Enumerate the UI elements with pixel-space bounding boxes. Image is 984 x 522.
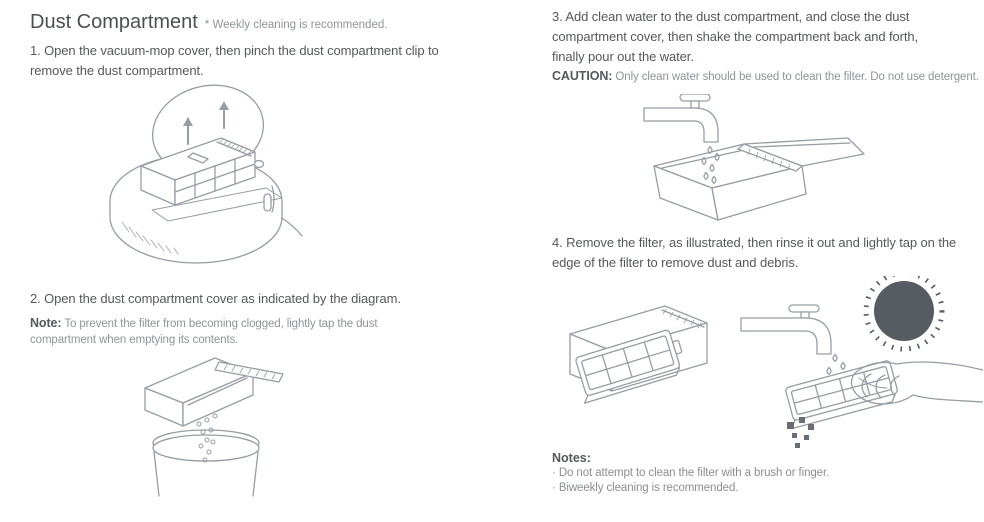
- compartment-with-filter-shape: [570, 306, 707, 403]
- illustration-rinse-compartment: [616, 94, 884, 234]
- step-1-text: 1. Open the vacuum-mop cover, then pinch the dust compartment clip to remove the dust compartment.: [30, 43, 439, 78]
- filter-shape: [781, 360, 900, 429]
- illustration-remove-dust-compartment: [96, 84, 396, 264]
- note-item: · Biweekly cleaning is recommended.: [552, 482, 739, 494]
- note-item: · Do not attempt to clean the filter with a brush or finger.: [552, 467, 830, 479]
- caution-text: Only clean water should be used to clean the filter. Do not use detergent.: [615, 71, 979, 83]
- note-label: Note:: [30, 316, 62, 330]
- notes-label: Notes:: [552, 451, 591, 465]
- step-3-text: 3. Add clean water to the dust compartment, and close the dust compartment cover, then shake the compartment back and forth, finally pour out the water.: [552, 9, 919, 64]
- caution-note: [552, 68, 980, 85]
- page-title: Dust Compartment: [30, 11, 198, 33]
- open-compartment-shape: [654, 138, 864, 220]
- step-2-text: 2. Open the dust compartment cover as indicated by the diagram.: [30, 291, 401, 306]
- dust-compartment-shape: [145, 358, 283, 426]
- title-note: * Weekly cleaning is recommended.: [204, 19, 388, 31]
- note-text: To prevent the filter from becoming clogged, lightly tap the dust compartment when emptying its contents.: [30, 318, 378, 346]
- faucet-icon: [741, 305, 831, 354]
- notes-section: [552, 450, 829, 496]
- sun-icon: [866, 276, 942, 349]
- caution-label: CAUTION:: [552, 69, 613, 83]
- section-header: [30, 11, 387, 34]
- faucet-icon: [644, 94, 718, 142]
- step-2-note: [30, 315, 430, 348]
- power-cord: [282, 218, 302, 236]
- debris-particles: [787, 417, 814, 448]
- illustration-empty-dust-compartment: [133, 346, 368, 522]
- trash-bin-shape: [153, 430, 259, 496]
- step-4-text: 4. Remove the filter, as illustrated, then rinse it out and lightly tap on the edge of the filter to remove dust and debris.: [552, 235, 957, 270]
- illustration-rinse-filter: [545, 276, 983, 452]
